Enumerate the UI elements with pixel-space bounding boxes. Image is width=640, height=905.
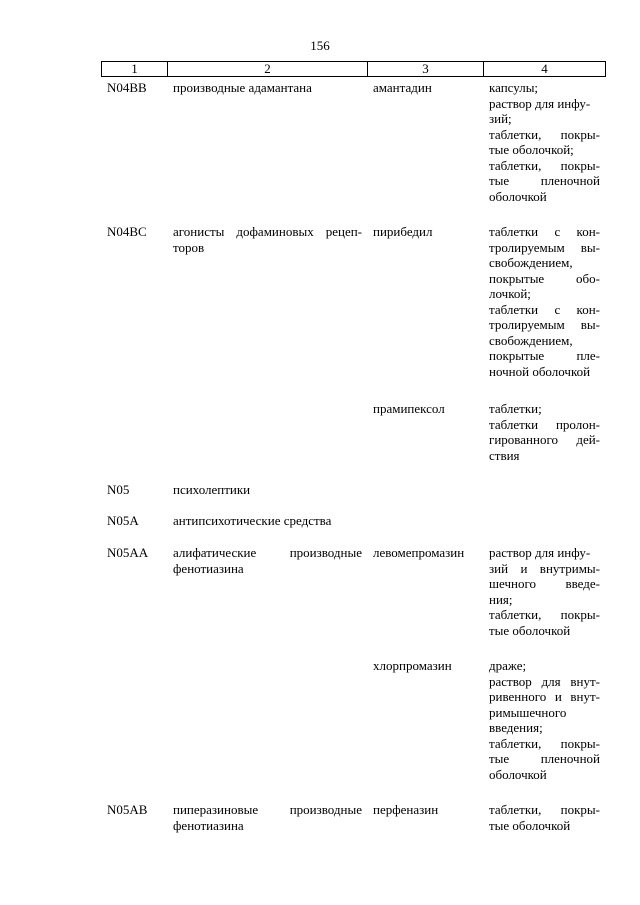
dosage-form-line: гированного дей- (489, 432, 600, 447)
drug-name: левомепромазин (373, 545, 465, 560)
dosage-form-line: ствия (489, 447, 520, 463)
column-header-3: 3 (368, 62, 484, 77)
pharmacological-group: психолептики (173, 482, 251, 497)
dosage-forms (489, 802, 600, 833)
dosage-form-line: свобождением, (489, 332, 573, 348)
dosage-form-line: ривенного и внут- (489, 689, 600, 704)
drug-name: перфеназин (373, 802, 439, 817)
dosage-form-line: капсулы; (489, 80, 539, 95)
dosage-form-line: таблетки с кон- (489, 301, 600, 317)
dosage-form-line: таблетки; (489, 401, 542, 416)
dosage-form-line: таблетки пролон- (489, 416, 600, 432)
dosage-form-line: таблетки, покры- (489, 607, 600, 622)
dosage-forms (489, 545, 600, 638)
page-number: 156 (310, 38, 330, 53)
drug-name: прамипексол (373, 401, 445, 416)
dosage-form-line: раствор для инфу- (489, 545, 591, 560)
dosage-form-line: лочкой; (489, 286, 531, 301)
dosage-form-line: тые пленочной (489, 751, 600, 766)
dosage-form-line: тролируемым вы- (489, 239, 600, 255)
dosage-form-line: таблетки, покры- (489, 126, 600, 142)
drug-name: пирибедил (373, 224, 433, 239)
column-header-2: 2 (168, 62, 368, 77)
drug-name: амантадин (373, 80, 432, 95)
pharmacological-group: пиперазиновые производные фенотиазина (173, 802, 362, 833)
dosage-form-line: таблетки, покры- (489, 157, 600, 173)
column-header-table (101, 61, 606, 77)
dosage-form-line: введения; (489, 720, 543, 735)
dosage-form-line: ния; (489, 591, 513, 607)
drug-name: хлорпромазин (373, 658, 452, 673)
dosage-form-line: тые пленочной (489, 173, 600, 188)
dosage-forms (489, 224, 600, 379)
dosage-form-line: оболочкой (489, 766, 547, 782)
dosage-form-line: тые оболочкой (489, 817, 571, 833)
dosage-form-line: тые оболочкой; (489, 142, 574, 157)
dosage-forms (489, 658, 600, 782)
column-header-row (102, 62, 606, 77)
atc-code: N04BB (107, 80, 147, 95)
dosage-form-line: драже; (489, 658, 527, 673)
dosage-form-line: ночной оболочкой (489, 363, 591, 379)
pharmacological-group: производные адамантана (173, 80, 312, 95)
dosage-form-line: зий; (489, 111, 512, 126)
dosage-form-line: покрытые обо- (489, 270, 600, 286)
pharmacological-group: агонисты дофаминовых рецеп-торов (173, 224, 362, 255)
dosage-form-line: таблетки с кон- (489, 224, 600, 239)
column-header-4: 4 (484, 62, 606, 77)
dosage-form-line: таблетки, покры- (489, 735, 600, 751)
dosage-form-line: зий и внутримы- (489, 560, 600, 576)
atc-code: N05 (107, 482, 130, 497)
dosage-form-line: тролируемым вы- (489, 317, 600, 332)
atc-code: N04BC (107, 224, 147, 239)
dosage-form-line: свобождением, (489, 255, 573, 270)
atc-code: N05AB (107, 802, 148, 817)
dosage-forms (489, 80, 600, 204)
dosage-form-line: раствор для инфу- (489, 95, 591, 111)
column-header-1: 1 (102, 62, 168, 77)
dosage-form-line: римышечного (489, 704, 567, 720)
pharmacological-group: алифатические производные фенотиазина (173, 545, 362, 576)
dosage-form-line: шечного введе- (489, 576, 600, 591)
atc-code: N05AA (107, 545, 149, 560)
dosage-form-line: таблетки, покры- (489, 802, 600, 817)
dosage-form-line: раствор для внут- (489, 673, 600, 689)
dosage-form-line: тые оболочкой (489, 622, 571, 638)
atc-code: N05A (107, 513, 139, 528)
dosage-forms (489, 401, 600, 463)
pharmacological-group: антипсихотические средства (173, 513, 332, 528)
dosage-form-line: покрытые пле- (489, 348, 600, 363)
dosage-form-line: оболочкой (489, 188, 547, 204)
